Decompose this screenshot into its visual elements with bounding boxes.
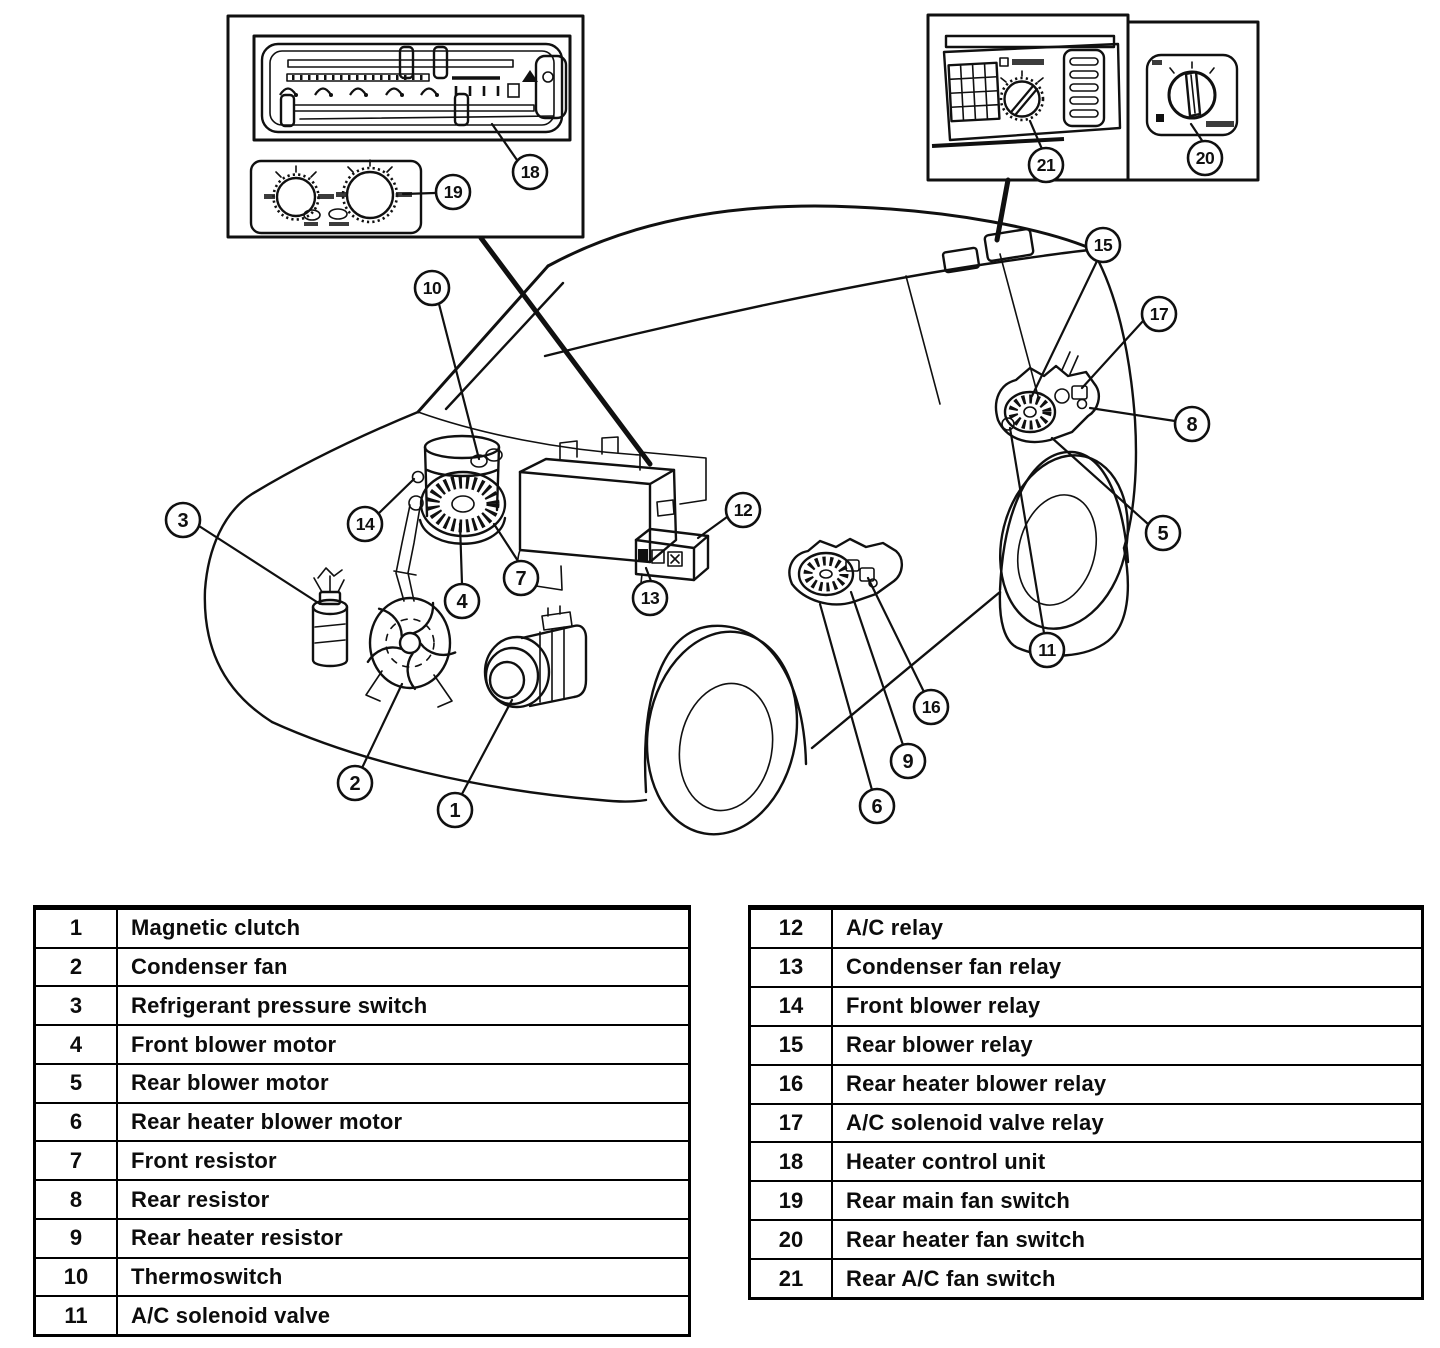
- legend-row: [751, 1064, 1421, 1103]
- callout-rear-blower-motor: [1146, 516, 1180, 550]
- front-hvac-unit: [413, 436, 707, 590]
- callout-front-resistor: [504, 561, 538, 595]
- legend-item-number: 20: [751, 1221, 833, 1258]
- legend-row: [36, 1140, 688, 1179]
- legend-item-number: 18: [751, 1143, 833, 1180]
- legend-row: [751, 1180, 1421, 1219]
- slider-knob: [455, 94, 468, 125]
- legend-item-number: 15: [751, 1027, 833, 1064]
- legend-item-number: 10: [36, 1259, 118, 1296]
- legend-table-items-12-21: [748, 905, 1424, 1300]
- legend-item-label: A/C solenoid valve relay: [846, 1109, 1104, 1135]
- callout-ac-solenoid-valve-relay: [1142, 297, 1176, 331]
- legend-item-number: 16: [751, 1066, 833, 1103]
- grille-icon: [949, 63, 1000, 121]
- legend-item-label: Front blower motor: [131, 1031, 337, 1057]
- callout-number: 20: [1195, 148, 1215, 168]
- heater-control-unit-drawing: [254, 36, 570, 140]
- legend-row: [36, 947, 688, 986]
- legend-row: [751, 947, 1421, 986]
- legend-row: [36, 1295, 688, 1334]
- callout-number: 7: [515, 568, 527, 590]
- legend-item-label: Rear main fan switch: [846, 1187, 1071, 1213]
- front-wheel: [631, 620, 812, 847]
- legend-row: [36, 1218, 688, 1257]
- callout-number: 14: [355, 514, 375, 534]
- callout-number: 9: [902, 751, 914, 773]
- rear-heat-icon: [329, 209, 347, 219]
- callout-rear-heater-blower-motor: [860, 789, 894, 823]
- legend-item-label: Rear heater resistor: [131, 1225, 343, 1251]
- legend-item-number: 11: [36, 1297, 118, 1334]
- legend-item-label: A/C relay: [846, 915, 944, 941]
- legend-item-label: A/C solenoid valve: [131, 1302, 331, 1328]
- callout-number: 17: [1149, 304, 1169, 324]
- legend-item-number: 19: [751, 1182, 833, 1219]
- legend-row: [751, 908, 1421, 947]
- callout-number: 6: [871, 796, 883, 818]
- callout-rear-blower-relay: [1086, 228, 1120, 262]
- callout-condenser-fan-relay: [633, 581, 667, 615]
- callout-number: 19: [443, 182, 463, 202]
- callout-front-blower-relay: [348, 507, 382, 541]
- legend-item-number: 21: [751, 1260, 833, 1297]
- legend-item-number: 1: [36, 910, 118, 947]
- rear-resistor-part: [1055, 389, 1069, 403]
- inset-heater-control: [228, 16, 583, 237]
- callout-rear-heater-resistor: [891, 744, 925, 778]
- legend-row: [36, 908, 688, 947]
- legend-row: [36, 1257, 688, 1296]
- legend-item-label: Front blower relay: [846, 993, 1041, 1019]
- legend-item-label: Rear blower relay: [846, 1032, 1033, 1058]
- legend-item-number: 4: [36, 1026, 118, 1063]
- callout-number: 21: [1036, 155, 1056, 175]
- callout-number: 8: [1186, 414, 1198, 436]
- legend-row: [751, 986, 1421, 1025]
- callout-number: 15: [1093, 235, 1113, 255]
- legend-item-label: Refrigerant pressure switch: [131, 992, 428, 1018]
- legend-item-number: 7: [36, 1142, 118, 1179]
- legend-row: [751, 1141, 1421, 1180]
- legend-item-number: 2: [36, 949, 118, 986]
- legend-item-label: Condenser fan relay: [846, 954, 1062, 980]
- legend-item-number: 14: [751, 988, 833, 1025]
- callout-heater-control-unit: [513, 155, 547, 189]
- callout-rear-heater-blower-relay: [914, 690, 948, 724]
- callout-ac-relay: [726, 493, 760, 527]
- legend-table-items-1-11: [33, 905, 691, 1337]
- rear-heater-fan-switch-drawing: [1147, 55, 1237, 135]
- legend-item-number: 17: [751, 1105, 833, 1142]
- callout-thermoswitch: [415, 271, 449, 305]
- legend-item-number: 9: [36, 1220, 118, 1257]
- slider-knob: [281, 95, 294, 126]
- rear-wheel: [983, 442, 1146, 643]
- rear-ac-fan-switch-drawing: [932, 36, 1120, 146]
- callout-number: 4: [456, 591, 468, 613]
- legend-row: [36, 1024, 688, 1063]
- callout-number: 3: [177, 510, 189, 532]
- legend-item-number: 5: [36, 1065, 118, 1102]
- callout-rear-ac-fan-switch: [1029, 148, 1063, 182]
- legend-row: [36, 1179, 688, 1218]
- vent-icon: [1064, 50, 1104, 126]
- legend-item-label: Thermoswitch: [131, 1263, 283, 1289]
- legend-row: [36, 1063, 688, 1102]
- legend-row: [751, 1025, 1421, 1064]
- legend-row: [36, 1102, 688, 1141]
- rear-main-fan-switch-drawing: [251, 160, 421, 233]
- slider-track-bottom: [294, 105, 534, 111]
- callout-refrigerant-pressure-switch: [166, 503, 200, 537]
- legend-item-label: Rear A/C fan switch: [846, 1265, 1056, 1291]
- legend-item-label: Front resistor: [131, 1147, 277, 1173]
- callout-number: 12: [733, 500, 753, 520]
- front-blower-relay-part: [413, 472, 424, 483]
- callout-number: 5: [1157, 523, 1169, 545]
- callout-number: 1: [449, 800, 461, 822]
- callout-number: 13: [640, 588, 660, 608]
- callout-ac-solenoid-valve: [1030, 633, 1064, 667]
- legend-row: [751, 1219, 1421, 1258]
- legend-item-label: Rear heater blower motor: [131, 1109, 403, 1135]
- callout-number: 11: [1038, 640, 1056, 660]
- callout-condenser-fan: [338, 766, 372, 800]
- legend-item-label: Rear heater blower relay: [846, 1071, 1107, 1097]
- legend-item-number: 3: [36, 987, 118, 1024]
- rear-heater-blower-assembly: [789, 539, 901, 604]
- legend-item-number: 13: [751, 949, 833, 986]
- callout-number: 18: [520, 162, 540, 182]
- legend-item-label: Rear resistor: [131, 1186, 270, 1212]
- roof-vent: [984, 229, 1034, 262]
- legend-item-label: Rear blower motor: [131, 1070, 329, 1096]
- legend-row: [751, 1103, 1421, 1142]
- recirc-icon: [543, 72, 553, 82]
- legend-item-label: Magnetic clutch: [131, 915, 301, 941]
- callout-rear-resistor: [1175, 407, 1209, 441]
- rear-blower-relay-part: [1072, 386, 1087, 399]
- callout-rear-heater-fan-switch: [1188, 141, 1222, 175]
- legend-item-label: Condenser fan: [131, 954, 288, 980]
- legend-item-number: 6: [36, 1104, 118, 1141]
- legend-item-label: Heater control unit: [846, 1148, 1046, 1174]
- callout-front-blower-motor: [445, 584, 479, 618]
- legend-item-label: Rear heater fan switch: [846, 1226, 1086, 1252]
- refrigerant-pressure-switch: [313, 568, 347, 666]
- legend-row: [36, 985, 688, 1024]
- mode-icons: [280, 84, 519, 97]
- callout-number: 10: [422, 278, 442, 298]
- legend-item-number: 12: [751, 910, 833, 947]
- callouts: [166, 141, 1222, 827]
- legend-item-number: 8: [36, 1181, 118, 1218]
- callout-number: 2: [349, 773, 361, 795]
- callout-magnetic-clutch: [438, 793, 472, 827]
- magnetic-clutch-compressor: [485, 606, 586, 707]
- legend-row: [751, 1258, 1421, 1297]
- callout-number: 16: [921, 697, 941, 717]
- callout-rear-main-fan-switch: [436, 175, 470, 209]
